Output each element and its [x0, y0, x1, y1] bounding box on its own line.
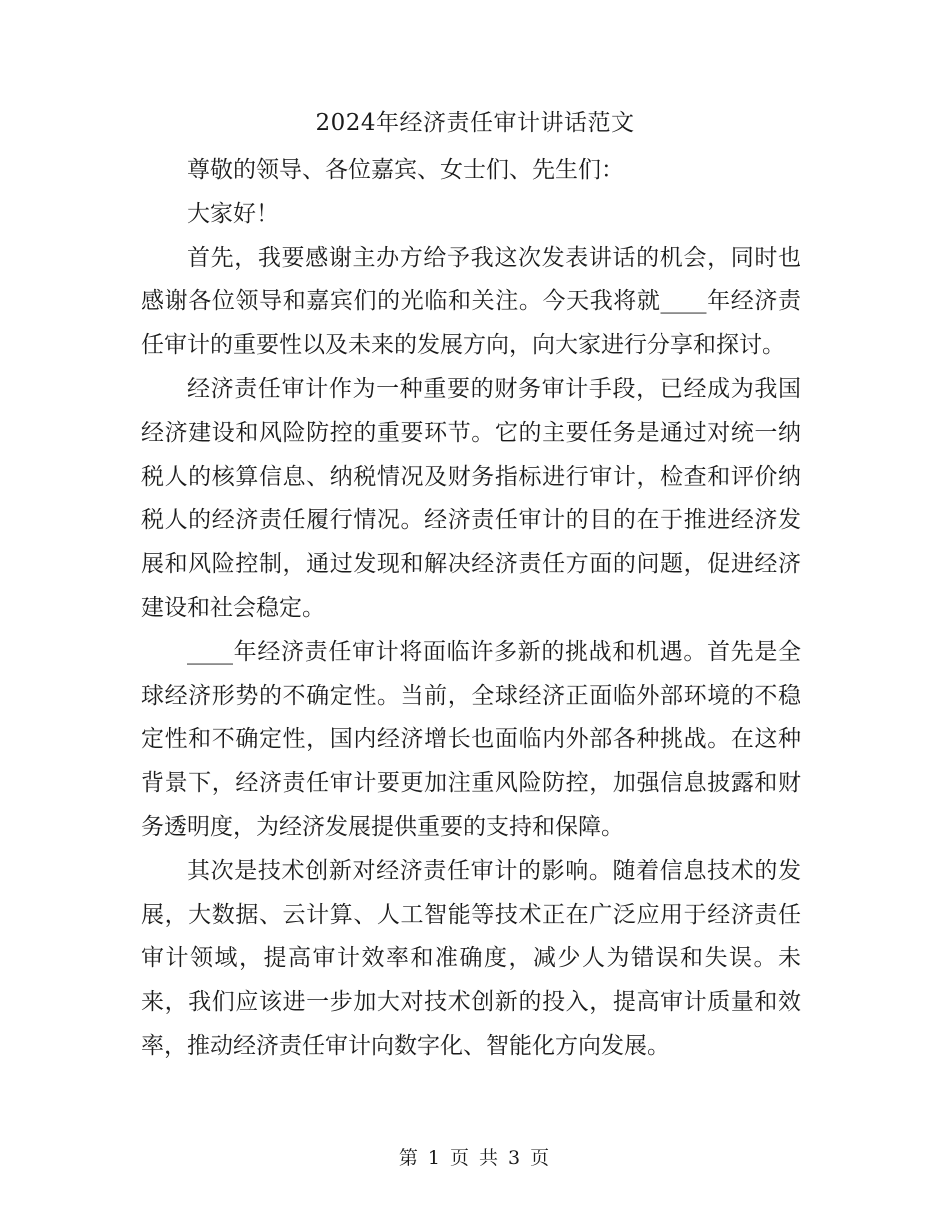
paragraph-salutation: 尊敬的领导、各位嘉宾、女士们、先生们： — [187, 157, 624, 183]
page-number-footer: 第 1 页 共 3 页 — [398, 1147, 552, 1169]
paragraph-greeting: 大家好！ — [187, 200, 279, 227]
paragraph-opening: 首先，我要感谢主办方给予我这次发表讲话的机会，同时也感谢各位领导和嘉宾们的光临和关注。今天我将就____年经济责任审计的重要性以及未来的发展方向，向大家进行分享和探讨。 — [141, 244, 801, 359]
paragraph-challenges: ____年经济责任审计将面临许多新的挑战和机遇。首先是全球经济形势的不确定性。当前，全球经济正面临外部环境的不稳定性和不确定性，国内经济增长也面临内外部各种挑战。在这种背景下，经济责任审计要更加注重风险防控，加强信息披露和财务透明度，为经济发展提供重要的支持和保障。 — [141, 638, 801, 840]
paragraph-audit-role: 经济责任审计作为一种重要的财务审计手段，已经成为我国经济建设和风险防控的重要环节。它的主要任务是通过对统一纳税人的核算信息、纳税情况及财务指标进行审计，检查和评价纳税人的经济责任履行情况。经济责任审计的目的在于推进经济发展和风险控制，通过发现和解决经济责任方面的问题，促进经济建设和社会稳定。 — [141, 375, 801, 621]
document-title: 2024年经济责任审计讲话范文 — [315, 110, 635, 136]
paragraph-technology: 其次是技术创新对经济责任审计的影响。随着信息技术的发展，大数据、云计算、人工智能等技术正在广泛应用于经济责任审计领域，提高审计效率和准确度，减少人为错误和失误。未来，我们应该进一步加大对技术创新的投入，提高审计质量和效率，推动经济责任审计向数字化、智能化方向发展。 — [141, 857, 801, 1059]
document-body — [141, 149, 801, 1069]
